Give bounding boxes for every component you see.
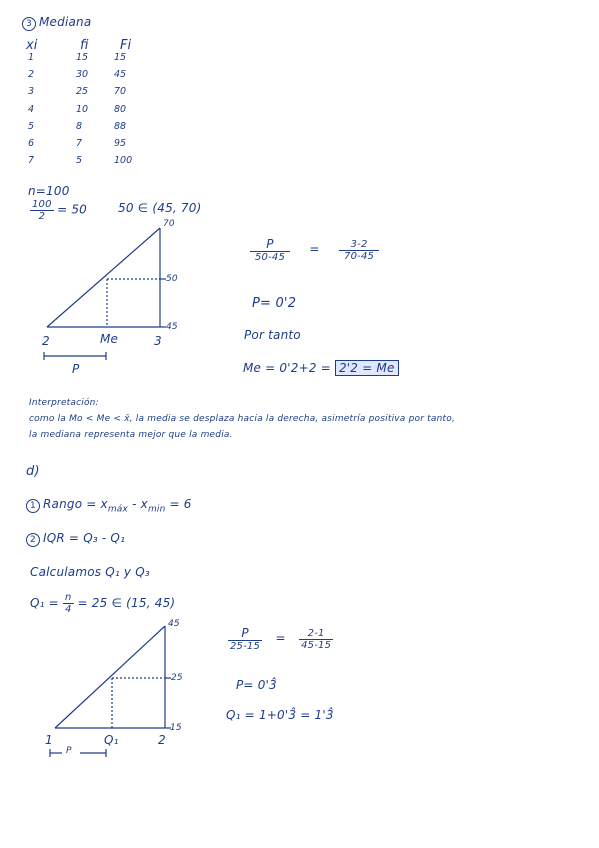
item1-number-circle: 1 xyxy=(26,499,40,513)
table-cell: 5 xyxy=(76,155,83,167)
calculamos-line: Calculamos Q₁ y Q₃ xyxy=(30,565,150,579)
table-cell: 7 xyxy=(28,155,35,167)
diagram2-top-label: 45 xyxy=(168,619,180,629)
diagram2-right-x: 2 xyxy=(158,733,166,747)
table-cell: 88 xyxy=(114,120,127,132)
item2-number-circle: 2 xyxy=(26,533,40,547)
table-cell: 6 xyxy=(28,137,35,149)
section-title: Mediana xyxy=(39,15,92,29)
por-tanto: Por tanto xyxy=(244,328,301,342)
rango-mid: - x xyxy=(128,497,148,511)
diagram1-me-label: Me xyxy=(100,332,119,346)
diagram1-bottom-label: 45 xyxy=(166,322,178,332)
proportion2-lhs-den: 25-15 xyxy=(230,641,261,652)
table-header-fi: fi xyxy=(80,38,89,53)
proportion1-rhs-den: 70-45 xyxy=(344,250,375,262)
half-denominator: 2 xyxy=(38,211,46,222)
q1-prefix: Q₁ = xyxy=(30,596,59,610)
table-header-Fi: Fi xyxy=(120,38,132,53)
diagram2-bottom-label: 15 xyxy=(170,723,182,733)
table-cell: 95 xyxy=(114,137,127,149)
table-cell: 5 xyxy=(28,120,35,132)
table-cell: 1 xyxy=(28,52,35,63)
median-result-box: 2'2 = Me xyxy=(335,360,399,376)
p-value-1: P= 0'2 xyxy=(252,296,297,311)
diagram1-mid-label: 50 xyxy=(166,274,178,284)
triangle2-hypotenuse xyxy=(55,626,165,728)
diagram1-top-label: 70 xyxy=(163,219,175,229)
section-d-label: d) xyxy=(26,464,40,479)
table-cell: 45 xyxy=(114,69,127,81)
table-cell: 15 xyxy=(114,52,127,63)
table-header-xi: xi xyxy=(26,38,38,53)
diagram2-q1-label: Q₁ xyxy=(104,733,119,747)
proportion2-rhs-den: 45-15 xyxy=(301,639,332,651)
diagram2-mid-label: 25 xyxy=(171,673,183,683)
q1-numerator: n xyxy=(63,592,74,604)
interpretation-line-1: como la Mo < Me < x̄, la media se desplaza hacia la derecha, asimetría positiva por tanto, xyxy=(29,414,456,424)
q1-calculation: Q₁ = 1+0'3̂ = 1'3̂ xyxy=(226,708,334,722)
median-interval: 50 ∈ (45, 70) xyxy=(118,201,202,215)
table-cell: 25 xyxy=(76,86,89,98)
proportion1-rhs-num: 3-2 xyxy=(339,239,379,251)
rango-end: = 6 xyxy=(165,497,192,511)
diagram1-p-label: P xyxy=(72,362,80,376)
table-cell: 30 xyxy=(76,69,89,81)
table-cell: 100 xyxy=(114,155,133,167)
diagram1-right-x: 3 xyxy=(154,334,162,348)
proportion1-equals: = xyxy=(309,242,320,256)
table-cell: 15 xyxy=(76,52,89,63)
table-cell: 4 xyxy=(28,103,35,115)
rango-text: Rango = x xyxy=(43,497,108,511)
table-cell: 7 xyxy=(76,137,83,149)
proportion2-lhs-num: P xyxy=(228,626,262,641)
section-number-circle: 3 xyxy=(22,17,36,31)
q1-denominator: 4 xyxy=(64,604,72,615)
rango-sub-min: min xyxy=(147,504,166,515)
table-cell: 70 xyxy=(114,86,127,98)
table-cell: 10 xyxy=(76,103,89,115)
proportion2-rhs-num: 2-1 xyxy=(299,628,333,640)
table-cell: 80 xyxy=(114,103,127,115)
p-value-2: P= 0'3̂ xyxy=(236,678,277,692)
proportion-2 xyxy=(228,626,333,652)
diagram2-p-label: P xyxy=(66,746,72,756)
proportion1-lhs-num: P xyxy=(250,237,290,252)
proportion2-equals: = xyxy=(275,631,286,645)
half-result: = 50 xyxy=(57,202,88,217)
q1-result: = 25 ∈ (15, 45) xyxy=(77,596,176,610)
table-cell: 3 xyxy=(28,86,35,98)
n-line: n=100 xyxy=(28,184,70,198)
interpretation-line-2: la mediana representa mejor que la media. xyxy=(29,430,233,440)
diagram1-left-x: 2 xyxy=(42,334,50,348)
table-cell: 8 xyxy=(76,120,83,132)
iqr-text: IQR = Q₃ - Q₁ xyxy=(43,531,126,545)
diagram2-left-x: 1 xyxy=(45,733,53,747)
interpretation-title: Interpretación: xyxy=(29,398,99,408)
half-numerator: 100 xyxy=(32,199,52,210)
rango-sub-max: máx xyxy=(107,504,129,515)
table-cell: 2 xyxy=(28,69,35,81)
proportion1-lhs-den: 50-45 xyxy=(254,252,286,263)
median-calc-text: Me = 0'2+2 = xyxy=(243,361,331,375)
